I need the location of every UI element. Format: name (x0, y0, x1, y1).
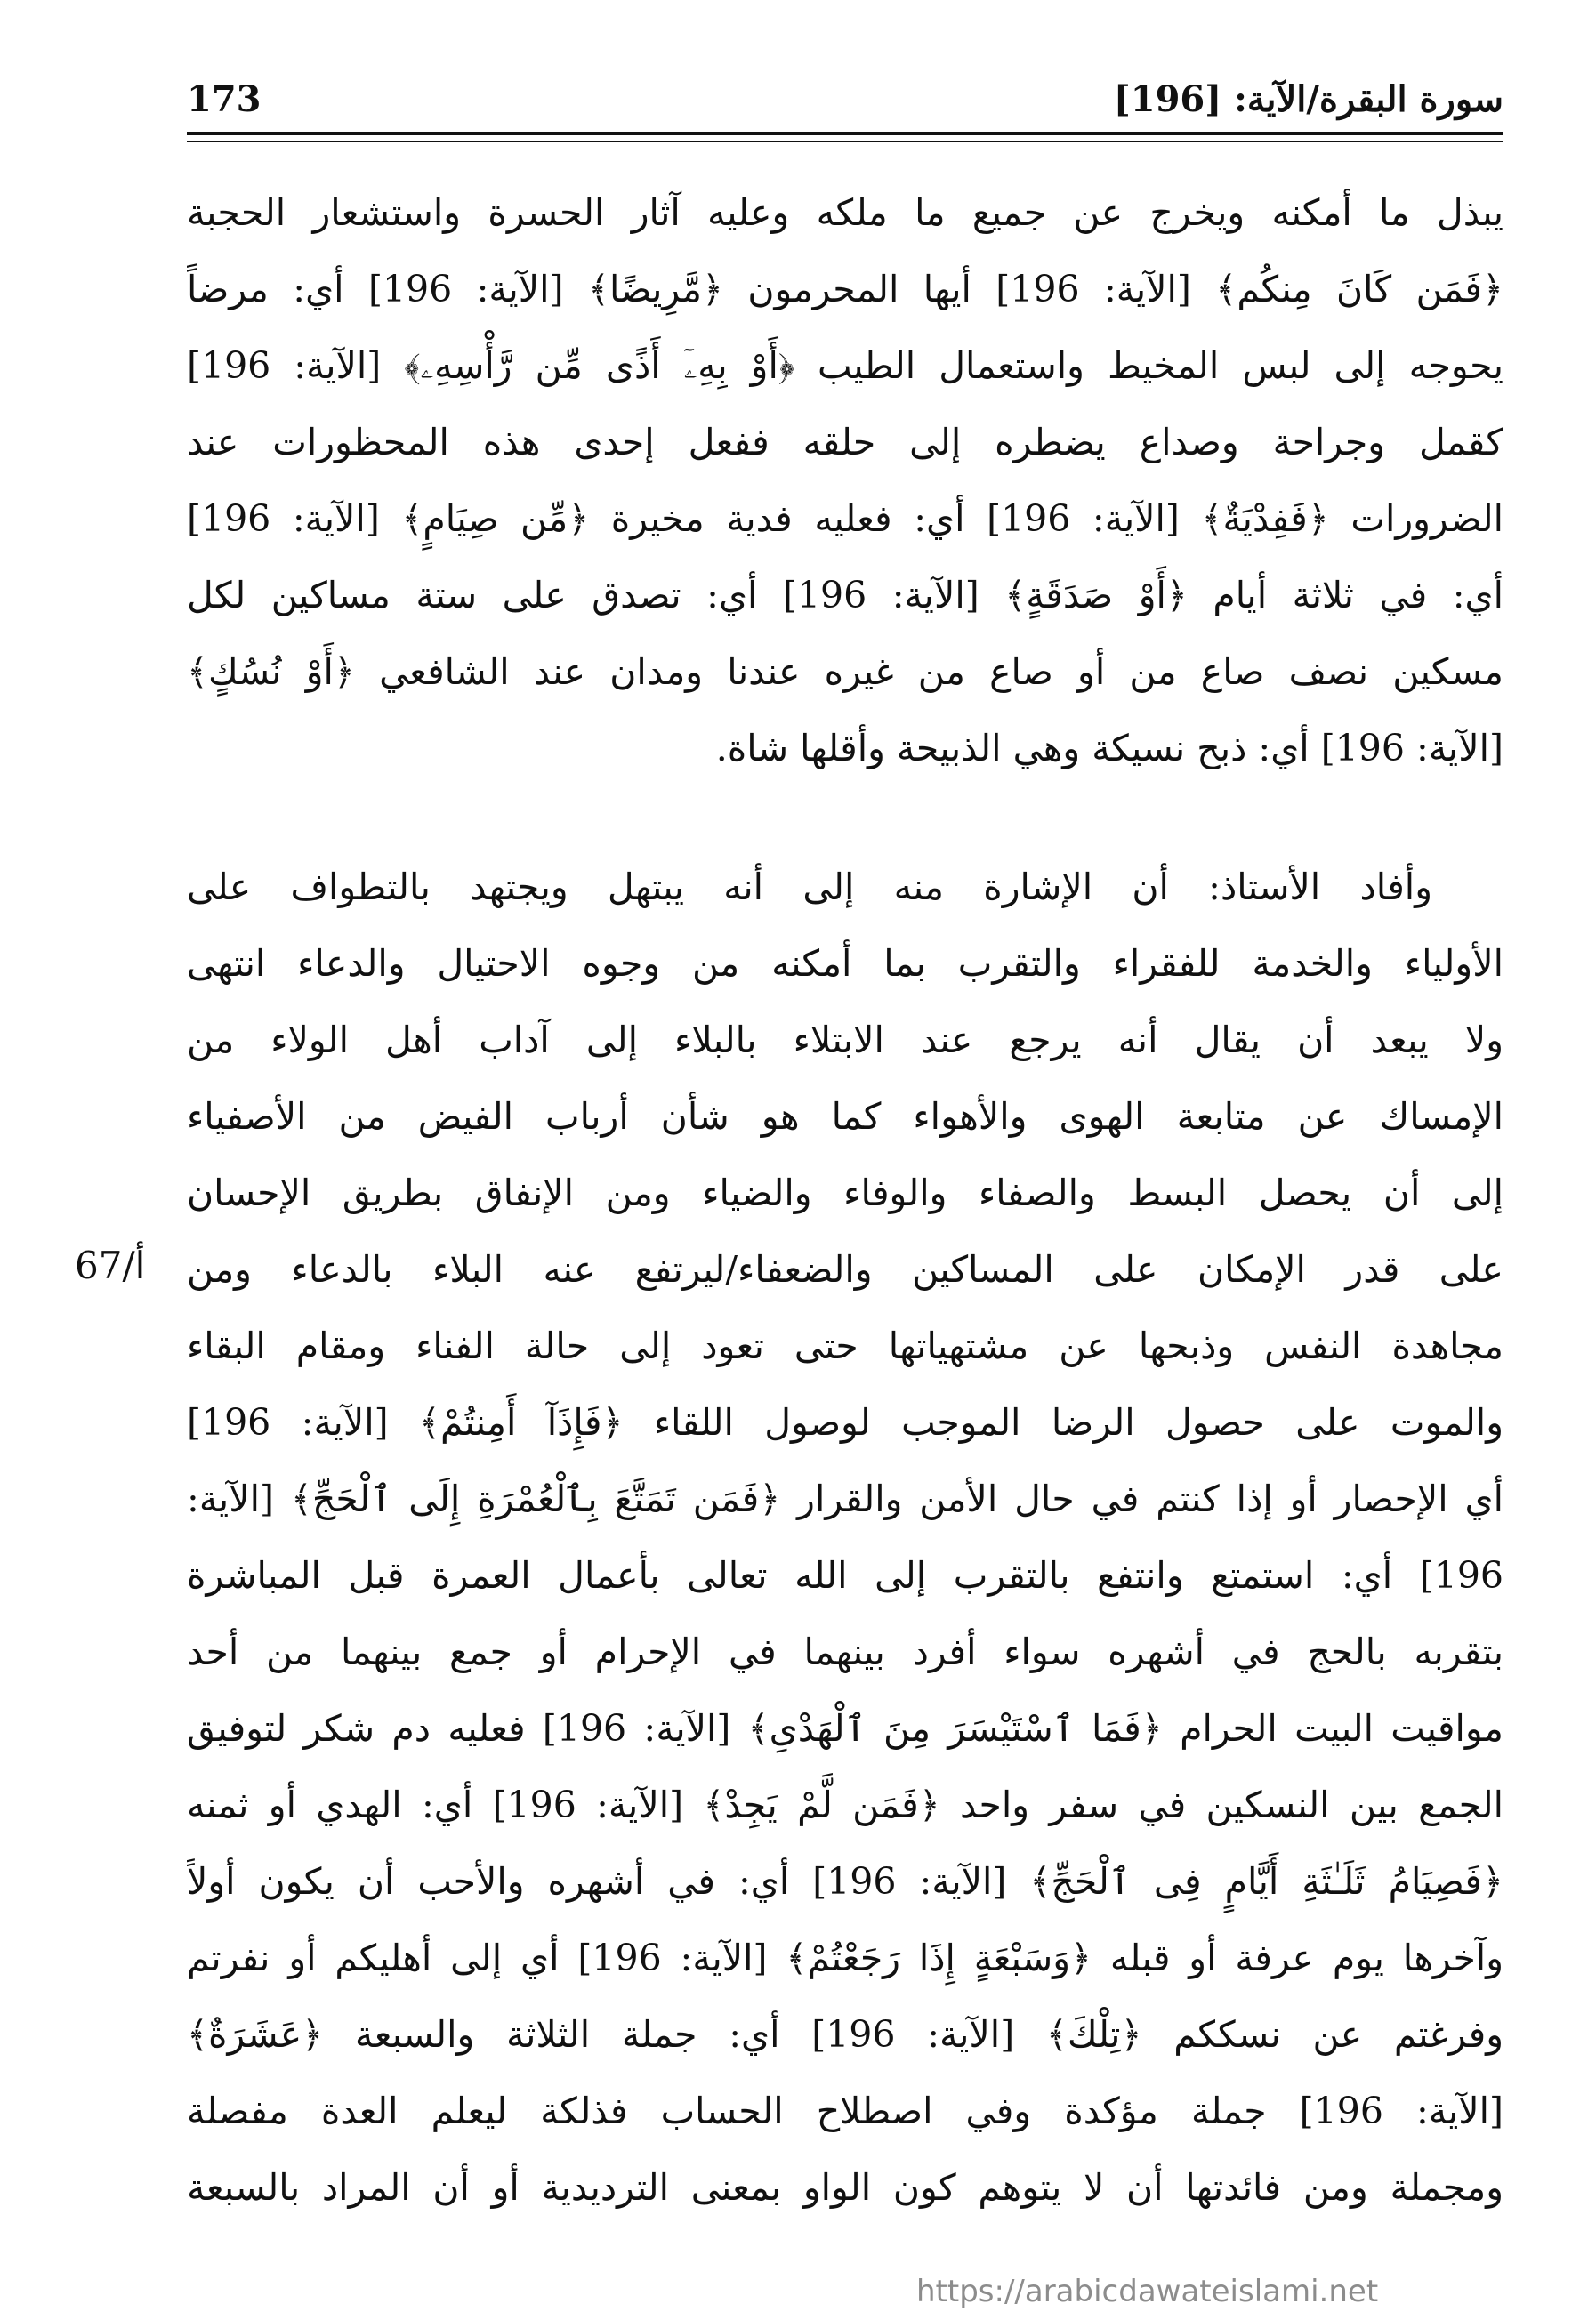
text-line: الإمساك عن متابعة الهوى والأهواء كما هو شأن أرباب الفيض من الأصفياء (187, 1095, 1503, 1138)
text-line: ومجملة ومن فائدتها أن لا يتوهم كون الواو بمعنى الترديدية أو أن المراد بالسبعة (187, 2166, 1503, 2209)
text-line: الجمع بين النسكين في سفر واحد ﴿فَمَن لَّمْ يَجِدْ﴾ [الآية: 196] أي: الهدي أو ثمنه (187, 1784, 1503, 1826)
text-line: والموت على حصول الرضا الموجب لوصول اللقاء ﴿فَإِذَآ أَمِنتُمْ﴾ [الآية: 196] (187, 1401, 1503, 1444)
manuscript-folio-note: 67/أ (75, 1244, 146, 1287)
text-line: الضرورات ﴿فَفِدْيَةٌ﴾ [الآية: 196] أي: فعليه فدية مخيرة ﴿مِّن صِيَامٍ﴾ [الآية: 196] (187, 497, 1503, 540)
text-line: الأولياء والخدمة للفقراء والتقرب بما أمكنه من وجوه الاحتيال والدعاء انتهى (187, 942, 1503, 985)
header-rule-thin (187, 141, 1503, 142)
text-line: مواقيت البيت الحرام ﴿فَمَا ٱسْتَيْسَرَ مِنَ ٱلْهَدْىِ﴾ [الآية: 196] فعليه دم شكر لتوفيق (187, 1707, 1503, 1750)
header-rule-thick (187, 132, 1503, 135)
text-line: أي: في ثلاثة أيام ﴿أَوْ صَدَقَةٍ﴾ [الآية: 196] أي: تصدق على ستة مساكين لكل (187, 574, 1503, 616)
page-header (187, 78, 1503, 132)
text-line: أي الإحصار أو إذا كنتم في حال الأمن والقرار ﴿فَمَن تَمَتَّعَ بِٱلْعُمْرَةِ إِلَى ٱلْحَجِّ﴾ [الآية: (187, 1478, 1503, 1520)
page-number: 173 (187, 78, 262, 120)
text-line: 196] أي: استمتع وانتفع بالتقرب إلى الله تعالى بأعمال العمرة قبل المباشرة (187, 1554, 1503, 1597)
text-line: مجاهدة النفس وذبحها عن مشتهياتها حتى تعود إلى حالة الفناء ومقام البقاء (187, 1325, 1503, 1367)
text-line: وآخرها يوم عرفة أو قبله ﴿وَسَبْعَةٍ إِذَا رَجَعْتُمْ﴾ [الآية: 196] أي إلى أهليكم أو نفرتم (187, 1937, 1503, 1979)
text-line: [الآية: 196] جملة مؤكدة وفي اصطلاح الحساب فذلكة ليعلم العدة مفصلة (187, 2090, 1503, 2132)
text-line: على قدر الإمكان على المساكين والضعفاء/ليرتفع عنه البلاء بالدعاء ومن (187, 1248, 1503, 1291)
text-line: يبذل ما أمكنه ويخرج عن جميع ما ملكه وعليه آثار الحسرة واستشعار الحجبة (187, 191, 1503, 234)
text-line: كقمل وجراحة وصداع يضطره إلى حلقه ففعل إحدى هذه المحظورات عند (187, 421, 1503, 463)
text-line: مسكين نصف صاع من أو صاع من غيره عندنا ومدان عند الشافعي ﴿أَوْ نُسُكٍ﴾ (187, 650, 1503, 693)
text-line: وفرغتم عن نسككم ﴿تِلْكَ﴾ [الآية: 196] أي: جملة الثلاثة والسبعة ﴿عَشَرَةٌ﴾ (187, 2013, 1503, 2056)
text-line: ﴿فَمَن كَانَ مِنكُم﴾ [الآية: 196] أيها المحرمون ﴿مَّرِيضًا﴾ [الآية: 196] أي: مرضاً (187, 268, 1503, 310)
text-line: ﴿فَصِيَامُ ثَلَـٰثَةِ أَيَّامٍ فِى ٱلْحَجِّ﴾ [الآية: 196] أي: في أشهره والأحب أن يكون أولاً (187, 1860, 1503, 1903)
text-line: بتقربه بالحج في أشهره سواء أفرد بينهما في الإحرام أو جمع بينهما من أحد (187, 1631, 1503, 1673)
text-line: [الآية: 196] أي: ذبح نسيكة وهي الذبيحة وأقلها شاة. (715, 727, 1503, 769)
text-line: يحوجه إلى لبس المخيط واستعمال الطيب ﴿أَوْ بِهِۦٓ أَذًى مِّن رَّأْسِهِۦ﴾ [الآية: 196] (187, 344, 1503, 387)
watermark-url: https://arabicdawateislami.net (916, 2274, 1379, 2309)
text-line: ولا يبعد أن يقال أنه يرجع عند الابتلاء بالبلاء إلى آداب أهل الولاء من (187, 1019, 1503, 1061)
text-line: وأفاد الأستاذ: أن الإشارة منه إلى أنه يبتهل ويجتهد بالتطواف على (187, 866, 1432, 908)
surah-verse-title: سورة البقرة/الآية: [196] (1113, 78, 1503, 120)
text-line: إلى أن يحصل البسط والصفاء والوفاء والضياء ومن الإنفاق بطريق الإحسان (187, 1172, 1503, 1214)
